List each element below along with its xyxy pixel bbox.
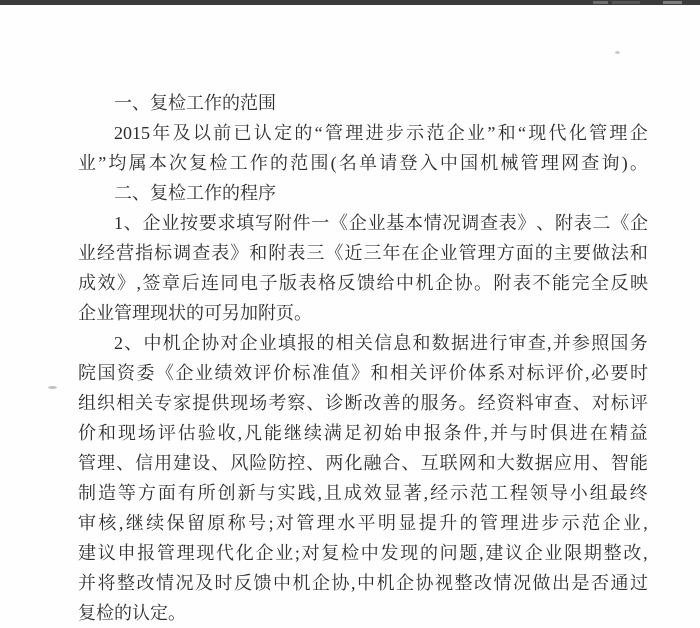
- scan-bar-mark: [663, 1, 682, 4]
- text-line: 复检的认定。: [78, 603, 186, 623]
- scan-artifact: [615, 51, 620, 54]
- text-line: 审 核 , 继 续 保 留 原 称 号 ; 对 管 理 水 平 明 显 提 升 的 管 理 进 步 示 范 企 业 ,: [78, 513, 648, 533]
- text-line: 2 、 中 机 企 协 对 企 业 填 报 的 相 关 信 息 和 数 据 进 行 审 查 , 并 参 照 国 务: [114, 333, 648, 353]
- text-line: 1 、 企 业 按 要 求 填 写 附 件 一 《 企 业 基 本 情 况 调 查 表 》 、 附 表 二 《 企: [114, 213, 648, 233]
- scan-bar-mark: [593, 1, 608, 4]
- text-line: 业 ” 均 属 本 次 复 检 工 作 的 范 围 ( 名 单 请 登 入 中 国 机 械 管 理 网 查 询 ) 。: [78, 153, 648, 173]
- text-line: 制 造 等 方 面 有 所 创 新 与 实 践 , 且 成 效 显 著 , 经 示 范 工 程 领 导 小 组 最 终: [78, 483, 648, 503]
- scanner-edge-bar: [0, 0, 700, 5]
- text-line: 二、复检工作的程序: [114, 183, 276, 203]
- text-line: 管 理 、 信 用 建 设 、 风 险 防 控 、 两 化 融 合 、 互 联 网 和 大 数 据 应 用 、 智 能: [78, 453, 648, 473]
- text-line: 组 织 相 关 专 家 提 供 现 场 考 察 、 诊 断 改 善 的 服 务 。 经 资 料 审 查 、 对 标 评: [78, 393, 648, 413]
- text-line: 院 国 资 委 《 企 业 绩 效 评 价 标 准 值 》 和 相 关 评 价 体 系 对 标 评 价 , 必 要 时: [78, 363, 648, 383]
- text-line: 业 经 营 指 标 调 查 表 》 和 附 表 三 《 近 三 年 在 企 业 管 理 方 面 的 主 要 做 法 和: [78, 243, 648, 263]
- text-line: 并 将 整 改 情 况 及 时 反 馈 中 机 企 协 , 中 机 企 协 视 整 改 情 况 做 出 是 否 通 过: [78, 573, 648, 593]
- text-line: 2015 年 及 以 前 已 认 定 的 “ 管 理 进 步 示 范 企 业 ” 和 “ 现 代 化 管 理 企: [114, 123, 648, 143]
- text-line: 一、复检工作的范围: [114, 93, 276, 113]
- scan-bar-mark: [612, 1, 640, 4]
- scan-artifact: [48, 386, 57, 389]
- text-line: 建 议 申 报 管 理 现 代 化 企 业 ; 对 复 检 中 发 现 的 问 题 , 建 议 企 业 限 期 整 改 ,: [78, 543, 648, 563]
- text-line: 企业管理现状的可另加附页。: [78, 303, 312, 323]
- text-line: 成 效 》 , 签 章 后 连 同 电 子 版 表 格 反 馈 给 中 机 企 协 。 附 表 不 能 完 全 反 映: [78, 273, 648, 293]
- text-line: 价 和 现 场 评 估 验 收 , 凡 能 继 续 满 足 初 始 申 报 条 件 , 并 与 时 俱 进 在 精 益: [78, 423, 648, 443]
- document-text-block: [78, 88, 648, 628]
